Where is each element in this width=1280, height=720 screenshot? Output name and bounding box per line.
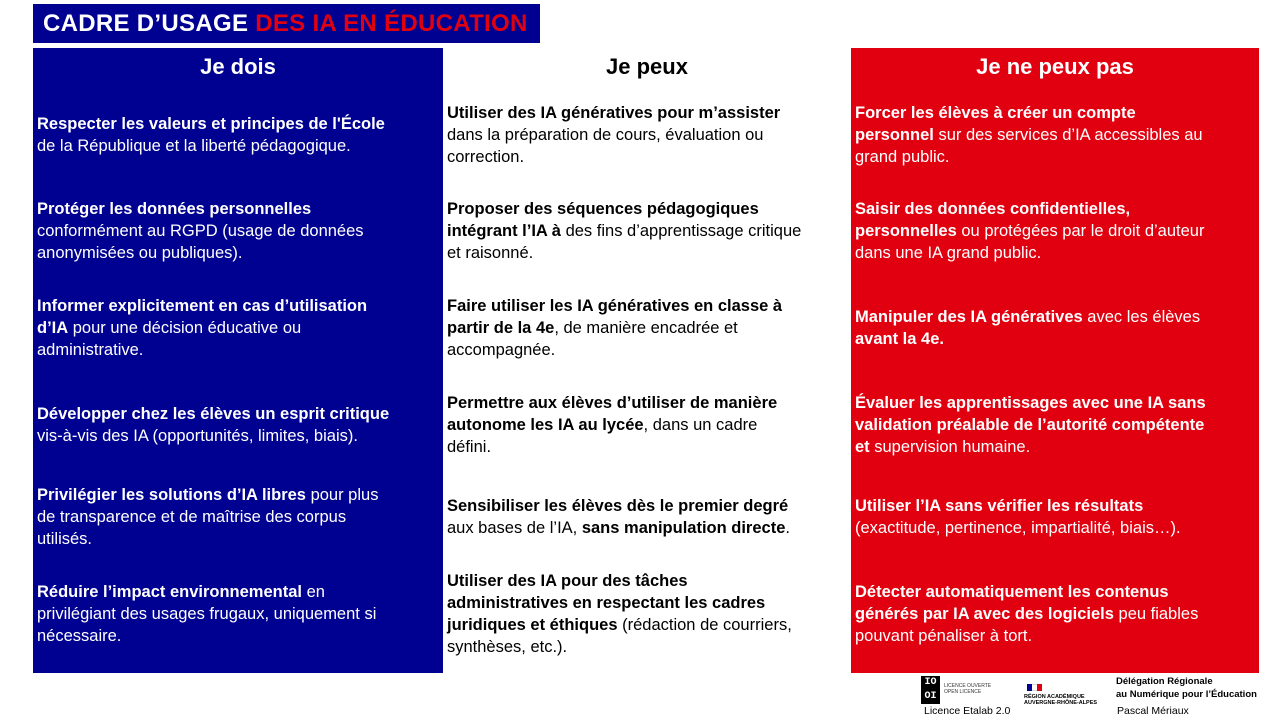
- table-cell: [447, 469, 847, 565]
- cell-text: [855, 392, 1206, 458]
- cell-line: [37, 581, 376, 603]
- licence-logo-bottom: OI: [924, 691, 937, 702]
- licence-small-label: LICENCE OUVERTE OPEN LICENCE: [944, 683, 992, 695]
- table-cell: [855, 469, 1255, 565]
- cell-line: [37, 220, 364, 242]
- bold-text: Forcer les élèves à créer un compte: [855, 104, 1136, 122]
- cell-line: [855, 124, 1203, 146]
- table-cell: [447, 183, 847, 279]
- bold-text: administratives en respectant les cadres: [447, 594, 766, 612]
- cell-line: [447, 339, 782, 361]
- cell-text: [855, 495, 1181, 539]
- table-cell: [855, 566, 1255, 662]
- regular-text: et raisonné.: [447, 244, 534, 262]
- bold-text: Utiliser des IA pour des tâches: [447, 572, 688, 590]
- cell-line: [447, 392, 777, 414]
- bold-text: autonome les IA au lycée: [447, 416, 644, 434]
- cell-line: [37, 135, 385, 157]
- bold-text: Permettre aux élèves d’utiliser de manière: [447, 394, 778, 412]
- regular-text: , de manière encadrée et: [554, 319, 738, 337]
- cell-line: [855, 517, 1181, 539]
- cell-line: [855, 220, 1204, 242]
- bold-text: personnel: [855, 126, 934, 144]
- cell-line: [855, 102, 1203, 124]
- table-cell: [855, 280, 1255, 376]
- table-cell: [37, 183, 439, 279]
- cell-line: [855, 306, 1200, 328]
- table-cell: [37, 87, 439, 183]
- regular-text: (exactitude, pertinence, impartialité, biais…).: [855, 519, 1181, 537]
- regular-text: (rédaction de courriers,: [617, 616, 792, 634]
- cell-line: [37, 295, 367, 317]
- table-cell: [37, 377, 439, 473]
- regular-text: synthèses, etc.).: [447, 638, 568, 656]
- licence-logo-top: IO: [924, 677, 937, 688]
- cell-line: [447, 124, 780, 146]
- regular-text: administrative.: [37, 341, 144, 359]
- cell-line: [447, 570, 792, 592]
- cell-line: [447, 146, 780, 168]
- cell-line: [37, 506, 378, 528]
- regular-text: vis-à-vis des IA (opportunités, limites, biais).: [37, 427, 358, 445]
- cell-line: [447, 495, 790, 517]
- bold-text: validation préalable de l’autorité compétente: [855, 416, 1205, 434]
- bold-text: sans manipulation directe: [581, 519, 786, 537]
- bold-text: Informer explicitement en cas d’utilisation: [37, 297, 368, 315]
- cell-line: [37, 403, 389, 425]
- bold-text: Faire utiliser les IA génératives en classe à: [447, 297, 783, 315]
- cell-line: [447, 295, 782, 317]
- bold-text: partir de la 4e: [447, 319, 555, 337]
- cell-line: [855, 603, 1198, 625]
- regular-text: privilégiant des usages frugaux, uniquement si: [37, 605, 377, 623]
- bold-text: Respecter les valeurs et principes de l'École: [37, 115, 385, 133]
- cell-text: [447, 495, 790, 539]
- cell-text: [37, 295, 367, 361]
- cell-text: [37, 581, 376, 647]
- cell-line: [447, 517, 790, 539]
- usage-table: [33, 48, 1259, 673]
- cell-line: [855, 495, 1181, 517]
- regular-text: accompagnée.: [447, 341, 556, 359]
- regular-text: sur des services d’IA accessibles au: [933, 126, 1203, 144]
- bold-text: Protéger les données personnelles: [37, 200, 312, 218]
- column-je-dois: [33, 48, 443, 673]
- regular-text: , dans un cadre: [643, 416, 758, 434]
- regular-text: correction.: [447, 148, 525, 166]
- cell-line: [855, 581, 1198, 603]
- footer: [0, 675, 1280, 720]
- cell-line: [855, 392, 1206, 414]
- delegation-label: Délégation Régionale au Numérique pour l’Éducation: [1116, 676, 1257, 700]
- cell-line: [37, 484, 378, 506]
- cell-line: [855, 146, 1203, 168]
- author-name: Pascal Mériaux: [1117, 705, 1189, 717]
- regular-text: nécessaire.: [37, 627, 122, 645]
- table-cell: [855, 87, 1255, 183]
- cell-text: [855, 102, 1203, 168]
- regular-text: des fins d’apprentissage critique: [561, 222, 802, 240]
- table-cell: [855, 183, 1255, 279]
- cell-line: [37, 339, 367, 361]
- bold-text: Utiliser l’IA sans vérifier les résultats: [855, 497, 1144, 515]
- regular-text: de la République et la liberté pédagogique.: [37, 137, 351, 155]
- cell-text: [37, 113, 385, 157]
- bold-text: Proposer des séquences pédagogiques: [447, 200, 759, 218]
- cell-text: [447, 198, 801, 264]
- cell-line: [37, 317, 367, 339]
- table-cell: [37, 566, 439, 662]
- regular-text: défini.: [447, 438, 492, 456]
- bold-text: Privilégier les solutions d’IA libres: [37, 486, 306, 504]
- cell-line: [447, 636, 792, 658]
- cell-text: [855, 306, 1200, 350]
- cell-text: [855, 581, 1198, 647]
- bold-text: juridiques et éthiques: [447, 616, 618, 634]
- bold-text: Manipuler des IA génératives: [855, 308, 1083, 326]
- regular-text: utilisés.: [37, 530, 93, 548]
- cell-line: [855, 436, 1206, 458]
- licence-label: Licence Etalab 2.0: [924, 705, 1011, 717]
- cell-text: [37, 198, 364, 264]
- regular-text: en: [301, 583, 325, 601]
- bold-text: avant la 4e.: [855, 330, 944, 348]
- regular-text: pouvant pénaliser à tort.: [855, 627, 1033, 645]
- cell-text: [447, 102, 780, 168]
- cell-line: [37, 603, 376, 625]
- page-title: [33, 4, 540, 43]
- cell-line: [447, 198, 801, 220]
- column-heading: Je ne peux pas: [976, 54, 1134, 79]
- cell-line: [447, 436, 777, 458]
- regular-text: grand public.: [855, 148, 950, 166]
- table-cell: [855, 377, 1255, 473]
- cell-line: [37, 625, 376, 647]
- regular-text: ou protégées par le droit d’auteur: [956, 222, 1205, 240]
- cell-line: [447, 614, 792, 636]
- bold-text: Évaluer les apprentissages avec une IA sans: [855, 394, 1206, 412]
- cell-line: [447, 242, 801, 264]
- regular-text: pour une décision éducative ou: [68, 319, 302, 337]
- bold-text: générés par IA avec des logiciels: [855, 605, 1114, 623]
- cell-line: [37, 113, 385, 135]
- cell-line: [855, 198, 1204, 220]
- cell-text: [37, 403, 389, 447]
- cell-line: [447, 317, 782, 339]
- cell-line: [447, 592, 792, 614]
- cell-line: [37, 528, 378, 550]
- regular-text: dans la préparation de cours, évaluation ou: [447, 126, 764, 144]
- bold-text: personnelles: [855, 222, 957, 240]
- table-cell: [37, 280, 439, 376]
- cell-text: [37, 484, 378, 550]
- cell-text: [447, 570, 792, 658]
- regular-text: peu fiables: [1113, 605, 1199, 623]
- regular-text: conformément au RGPD (usage de données: [37, 222, 364, 240]
- cell-line: [855, 414, 1206, 436]
- cell-text: [447, 295, 782, 361]
- bold-text: Utiliser des IA génératives pour m’assister: [447, 104, 781, 122]
- table-cell: [447, 566, 847, 662]
- bold-text: d’IA: [37, 319, 69, 337]
- bold-text: Saisir des données confidentielles,: [855, 200, 1131, 218]
- cell-line: [447, 102, 780, 124]
- cell-line: [37, 242, 364, 264]
- cell-line: [37, 425, 389, 447]
- column-je-ne-peux-pas: [851, 48, 1259, 673]
- regular-text: pour plus: [305, 486, 379, 504]
- region-academique-logo: [1024, 684, 1100, 714]
- bold-text: intégrant l’IA à: [447, 222, 561, 240]
- region-label: RÉGION ACADÉMIQUE AUVERGNE-RHÔNE-ALPES: [1024, 694, 1098, 706]
- table-cell: [447, 87, 847, 183]
- regular-text: aux bases de l’IA,: [447, 519, 582, 537]
- cell-text: [447, 392, 777, 458]
- column-je-peux: [443, 48, 851, 673]
- bold-text: et: [855, 438, 870, 456]
- bold-text: Détecter automatiquement les contenus: [855, 583, 1169, 601]
- regular-text: avec les élèves: [1082, 308, 1201, 326]
- bold-text: Réduire l’impact environnemental: [37, 583, 302, 601]
- cell-line: [37, 198, 364, 220]
- regular-text: supervision humaine.: [869, 438, 1031, 456]
- cell-line: [855, 625, 1198, 647]
- french-flag-icon: [1027, 684, 1042, 691]
- bold-text: Sensibiliser les élèves dès le premier degré: [447, 497, 789, 515]
- cell-line: [447, 220, 801, 242]
- table-cell: [447, 280, 847, 376]
- cell-text: [855, 198, 1204, 264]
- title-part-1: CADRE D’USAGE: [43, 9, 249, 37]
- column-heading: Je peux: [606, 54, 688, 79]
- bold-text: Développer chez les élèves un esprit critique: [37, 405, 390, 423]
- regular-text: anonymisées ou publiques).: [37, 244, 243, 262]
- title-part-2: DES IA EN ÉDUCATION: [255, 9, 528, 37]
- open-licence-logo: [921, 676, 940, 704]
- regular-text: dans une IA grand public.: [855, 244, 1042, 262]
- cell-line: [447, 414, 777, 436]
- table-cell: [37, 469, 439, 565]
- table-cell: [447, 377, 847, 473]
- cell-line: [855, 242, 1204, 264]
- regular-text: .: [785, 519, 790, 537]
- regular-text: de transparence et de maîtrise des corpus: [37, 508, 347, 526]
- cell-line: [855, 328, 1200, 350]
- column-heading: Je dois: [200, 54, 276, 79]
